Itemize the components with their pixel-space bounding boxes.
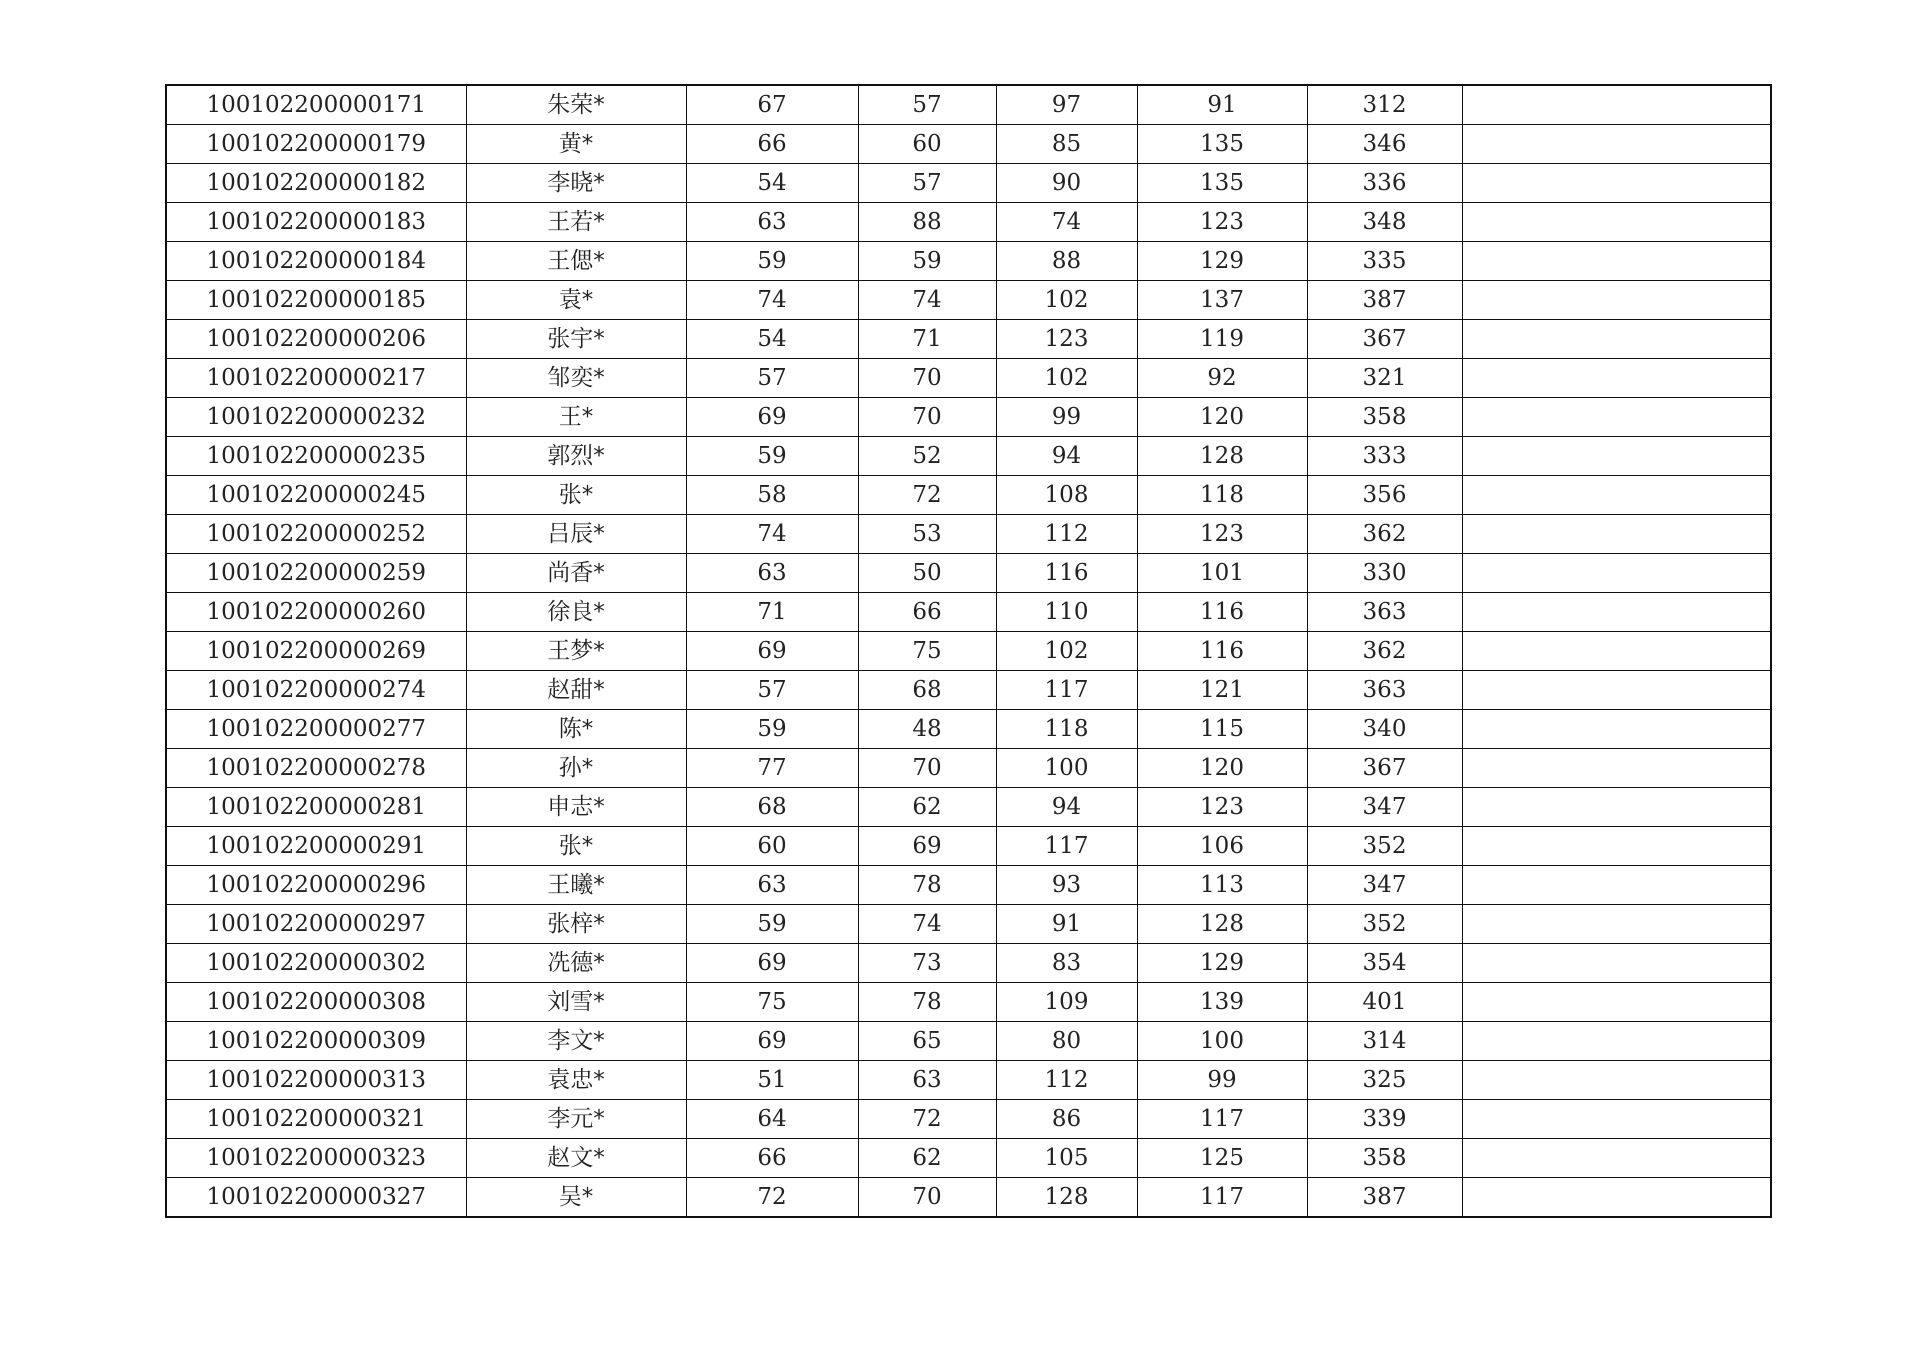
total-score-cell: 362 [1307, 632, 1462, 671]
score-3-cell: 80 [996, 1022, 1137, 1061]
score-1-cell: 59 [686, 905, 858, 944]
score-1-cell: 69 [686, 632, 858, 671]
table-row [166, 944, 1771, 983]
candidate-name-cell: 王* [466, 398, 686, 437]
candidate-id-cell: 100102200000309 [166, 1022, 466, 1061]
score-2-cell: 70 [858, 359, 996, 398]
score-2-cell: 59 [858, 242, 996, 281]
score-2-cell: 74 [858, 905, 996, 944]
total-score-cell: 354 [1307, 944, 1462, 983]
remarks-cell [1462, 164, 1771, 203]
candidate-name-cell: 王若* [466, 203, 686, 242]
table-row [166, 1178, 1771, 1218]
score-4-cell: 100 [1137, 1022, 1307, 1061]
score-2-cell: 69 [858, 827, 996, 866]
candidate-name-cell: 张* [466, 476, 686, 515]
score-4-cell: 135 [1137, 125, 1307, 164]
score-2-cell: 74 [858, 281, 996, 320]
candidate-name-cell: 尚香* [466, 554, 686, 593]
total-score-cell: 314 [1307, 1022, 1462, 1061]
candidate-id-cell: 100102200000278 [166, 749, 466, 788]
remarks-cell [1462, 749, 1771, 788]
remarks-cell [1462, 203, 1771, 242]
total-score-cell: 348 [1307, 203, 1462, 242]
score-3-cell: 128 [996, 1178, 1137, 1218]
score-2-cell: 70 [858, 1178, 996, 1218]
score-4-cell: 92 [1137, 359, 1307, 398]
score-2-cell: 63 [858, 1061, 996, 1100]
score-2-cell: 50 [858, 554, 996, 593]
table-row [166, 359, 1771, 398]
total-score-cell: 352 [1307, 827, 1462, 866]
score-4-cell: 106 [1137, 827, 1307, 866]
table-row [166, 125, 1771, 164]
remarks-cell [1462, 476, 1771, 515]
table-row [166, 281, 1771, 320]
candidate-id-cell: 100102200000232 [166, 398, 466, 437]
table-row [166, 164, 1771, 203]
total-score-cell: 333 [1307, 437, 1462, 476]
total-score-cell: 387 [1307, 1178, 1462, 1218]
score-4-cell: 120 [1137, 398, 1307, 437]
candidate-name-cell: 王偲* [466, 242, 686, 281]
remarks-cell [1462, 983, 1771, 1022]
remarks-cell [1462, 710, 1771, 749]
candidate-id-cell: 100102200000308 [166, 983, 466, 1022]
score-4-cell: 113 [1137, 866, 1307, 905]
remarks-cell [1462, 242, 1771, 281]
candidate-name-cell: 冼德* [466, 944, 686, 983]
score-1-cell: 72 [686, 1178, 858, 1218]
score-4-cell: 119 [1137, 320, 1307, 359]
score-2-cell: 72 [858, 1100, 996, 1139]
total-score-cell: 321 [1307, 359, 1462, 398]
total-score-cell: 387 [1307, 281, 1462, 320]
remarks-cell [1462, 1022, 1771, 1061]
score-2-cell: 57 [858, 164, 996, 203]
score-4-cell: 99 [1137, 1061, 1307, 1100]
candidate-id-cell: 100102200000183 [166, 203, 466, 242]
candidate-name-cell: 李文* [466, 1022, 686, 1061]
candidate-id-cell: 100102200000296 [166, 866, 466, 905]
candidate-name-cell: 徐良* [466, 593, 686, 632]
candidate-id-cell: 100102200000281 [166, 788, 466, 827]
table-row [166, 1139, 1771, 1178]
candidate-id-cell: 100102200000313 [166, 1061, 466, 1100]
table-row [166, 85, 1771, 125]
score-4-cell: 116 [1137, 593, 1307, 632]
score-1-cell: 59 [686, 437, 858, 476]
score-4-cell: 123 [1137, 515, 1307, 554]
score-3-cell: 86 [996, 1100, 1137, 1139]
score-4-cell: 116 [1137, 632, 1307, 671]
remarks-cell [1462, 437, 1771, 476]
candidate-name-cell: 孙* [466, 749, 686, 788]
table-row [166, 1061, 1771, 1100]
candidate-name-cell: 朱荣* [466, 85, 686, 125]
score-1-cell: 69 [686, 398, 858, 437]
score-1-cell: 57 [686, 359, 858, 398]
table-row [166, 632, 1771, 671]
candidate-id-cell: 100102200000179 [166, 125, 466, 164]
table-row [166, 242, 1771, 281]
score-1-cell: 51 [686, 1061, 858, 1100]
candidate-name-cell: 郭烈* [466, 437, 686, 476]
total-score-cell: 312 [1307, 85, 1462, 125]
table-row [166, 905, 1771, 944]
candidate-name-cell: 刘雪* [466, 983, 686, 1022]
score-2-cell: 48 [858, 710, 996, 749]
total-score-cell: 330 [1307, 554, 1462, 593]
candidate-name-cell: 王梦* [466, 632, 686, 671]
candidate-name-cell: 吕辰* [466, 515, 686, 554]
candidate-id-cell: 100102200000277 [166, 710, 466, 749]
score-4-cell: 123 [1137, 203, 1307, 242]
score-1-cell: 60 [686, 827, 858, 866]
table-row [166, 476, 1771, 515]
total-score-cell: 347 [1307, 866, 1462, 905]
remarks-cell [1462, 320, 1771, 359]
score-2-cell: 70 [858, 749, 996, 788]
score-3-cell: 102 [996, 632, 1137, 671]
remarks-cell [1462, 632, 1771, 671]
score-4-cell: 115 [1137, 710, 1307, 749]
remarks-cell [1462, 905, 1771, 944]
score-2-cell: 73 [858, 944, 996, 983]
score-3-cell: 93 [996, 866, 1137, 905]
table-row [166, 320, 1771, 359]
total-score-cell: 358 [1307, 398, 1462, 437]
total-score-cell: 363 [1307, 671, 1462, 710]
candidate-id-cell: 100102200000269 [166, 632, 466, 671]
score-3-cell: 110 [996, 593, 1137, 632]
candidate-id-cell: 100102200000217 [166, 359, 466, 398]
candidate-id-cell: 100102200000274 [166, 671, 466, 710]
table-row [166, 554, 1771, 593]
score-1-cell: 74 [686, 515, 858, 554]
remarks-cell [1462, 1139, 1771, 1178]
score-3-cell: 94 [996, 437, 1137, 476]
score-3-cell: 123 [996, 320, 1137, 359]
remarks-cell [1462, 788, 1771, 827]
candidate-id-cell: 100102200000323 [166, 1139, 466, 1178]
score-3-cell: 85 [996, 125, 1137, 164]
remarks-cell [1462, 359, 1771, 398]
remarks-cell [1462, 554, 1771, 593]
score-4-cell: 128 [1137, 905, 1307, 944]
candidate-id-cell: 100102200000259 [166, 554, 466, 593]
remarks-cell [1462, 593, 1771, 632]
score-2-cell: 52 [858, 437, 996, 476]
remarks-cell [1462, 85, 1771, 125]
candidate-name-cell: 邹奕* [466, 359, 686, 398]
score-3-cell: 112 [996, 515, 1137, 554]
score-3-cell: 90 [996, 164, 1137, 203]
table-row [166, 983, 1771, 1022]
candidate-id-cell: 100102200000321 [166, 1100, 466, 1139]
remarks-cell [1462, 827, 1771, 866]
candidate-id-cell: 100102200000182 [166, 164, 466, 203]
remarks-cell [1462, 671, 1771, 710]
score-3-cell: 117 [996, 671, 1137, 710]
total-score-cell: 352 [1307, 905, 1462, 944]
candidate-id-cell: 100102200000206 [166, 320, 466, 359]
score-1-cell: 54 [686, 164, 858, 203]
score-1-cell: 63 [686, 203, 858, 242]
candidate-id-cell: 100102200000235 [166, 437, 466, 476]
total-score-cell: 347 [1307, 788, 1462, 827]
candidate-name-cell: 李晓* [466, 164, 686, 203]
candidate-name-cell: 袁* [466, 281, 686, 320]
score-3-cell: 88 [996, 242, 1137, 281]
table-row [166, 749, 1771, 788]
score-3-cell: 97 [996, 85, 1137, 125]
score-3-cell: 99 [996, 398, 1137, 437]
score-1-cell: 75 [686, 983, 858, 1022]
table-row [166, 593, 1771, 632]
total-score-cell: 358 [1307, 1139, 1462, 1178]
score-4-cell: 128 [1137, 437, 1307, 476]
remarks-cell [1462, 944, 1771, 983]
score-3-cell: 94 [996, 788, 1137, 827]
score-1-cell: 59 [686, 242, 858, 281]
score-1-cell: 69 [686, 944, 858, 983]
score-1-cell: 66 [686, 125, 858, 164]
score-1-cell: 57 [686, 671, 858, 710]
score-4-cell: 120 [1137, 749, 1307, 788]
total-score-cell: 340 [1307, 710, 1462, 749]
score-3-cell: 100 [996, 749, 1137, 788]
score-2-cell: 62 [858, 788, 996, 827]
total-score-cell: 325 [1307, 1061, 1462, 1100]
table-row [166, 398, 1771, 437]
score-1-cell: 69 [686, 1022, 858, 1061]
score-4-cell: 117 [1137, 1178, 1307, 1218]
score-3-cell: 109 [996, 983, 1137, 1022]
candidate-id-cell: 100102200000297 [166, 905, 466, 944]
score-2-cell: 60 [858, 125, 996, 164]
remarks-cell [1462, 281, 1771, 320]
score-3-cell: 74 [996, 203, 1137, 242]
score-4-cell: 139 [1137, 983, 1307, 1022]
score-4-cell: 137 [1137, 281, 1307, 320]
candidate-id-cell: 100102200000327 [166, 1178, 466, 1218]
table-row [166, 1100, 1771, 1139]
score-1-cell: 77 [686, 749, 858, 788]
score-3-cell: 91 [996, 905, 1137, 944]
table-row [166, 827, 1771, 866]
candidate-name-cell: 张梓* [466, 905, 686, 944]
remarks-cell [1462, 1178, 1771, 1218]
score-2-cell: 78 [858, 983, 996, 1022]
remarks-cell [1462, 125, 1771, 164]
score-1-cell: 64 [686, 1100, 858, 1139]
score-3-cell: 83 [996, 944, 1137, 983]
score-2-cell: 62 [858, 1139, 996, 1178]
score-4-cell: 101 [1137, 554, 1307, 593]
remarks-cell [1462, 1061, 1771, 1100]
candidate-name-cell: 袁忠* [466, 1061, 686, 1100]
score-2-cell: 68 [858, 671, 996, 710]
score-3-cell: 102 [996, 281, 1137, 320]
score-1-cell: 54 [686, 320, 858, 359]
total-score-cell: 346 [1307, 125, 1462, 164]
remarks-cell [1462, 866, 1771, 905]
score-2-cell: 57 [858, 85, 996, 125]
candidate-id-cell: 100102200000260 [166, 593, 466, 632]
score-4-cell: 123 [1137, 788, 1307, 827]
score-2-cell: 71 [858, 320, 996, 359]
candidate-id-cell: 100102200000252 [166, 515, 466, 554]
remarks-cell [1462, 515, 1771, 554]
total-score-cell: 401 [1307, 983, 1462, 1022]
score-1-cell: 67 [686, 85, 858, 125]
score-4-cell: 91 [1137, 85, 1307, 125]
table-row [166, 788, 1771, 827]
candidate-id-cell: 100102200000184 [166, 242, 466, 281]
score-4-cell: 129 [1137, 944, 1307, 983]
score-4-cell: 117 [1137, 1100, 1307, 1139]
score-2-cell: 88 [858, 203, 996, 242]
candidate-name-cell: 李元* [466, 1100, 686, 1139]
score-1-cell: 63 [686, 554, 858, 593]
candidate-name-cell: 赵文* [466, 1139, 686, 1178]
total-score-cell: 336 [1307, 164, 1462, 203]
score-1-cell: 58 [686, 476, 858, 515]
candidate-name-cell: 吴* [466, 1178, 686, 1218]
candidate-name-cell: 申志* [466, 788, 686, 827]
candidate-name-cell: 张* [466, 827, 686, 866]
total-score-cell: 367 [1307, 749, 1462, 788]
candidate-id-cell: 100102200000291 [166, 827, 466, 866]
score-3-cell: 102 [996, 359, 1137, 398]
score-table-body [166, 85, 1771, 1217]
total-score-cell: 339 [1307, 1100, 1462, 1139]
score-1-cell: 66 [686, 1139, 858, 1178]
score-1-cell: 71 [686, 593, 858, 632]
score-4-cell: 121 [1137, 671, 1307, 710]
table-row [166, 710, 1771, 749]
candidate-id-cell: 100102200000245 [166, 476, 466, 515]
table-row [166, 203, 1771, 242]
score-2-cell: 53 [858, 515, 996, 554]
total-score-cell: 362 [1307, 515, 1462, 554]
score-3-cell: 116 [996, 554, 1137, 593]
score-4-cell: 118 [1137, 476, 1307, 515]
score-1-cell: 59 [686, 710, 858, 749]
score-1-cell: 63 [686, 866, 858, 905]
total-score-cell: 363 [1307, 593, 1462, 632]
remarks-cell [1462, 398, 1771, 437]
candidate-name-cell: 张宇* [466, 320, 686, 359]
total-score-cell: 356 [1307, 476, 1462, 515]
score-2-cell: 75 [858, 632, 996, 671]
score-2-cell: 65 [858, 1022, 996, 1061]
score-3-cell: 108 [996, 476, 1137, 515]
score-3-cell: 117 [996, 827, 1137, 866]
candidate-name-cell: 王曦* [466, 866, 686, 905]
table-row [166, 671, 1771, 710]
score-4-cell: 135 [1137, 164, 1307, 203]
candidate-id-cell: 100102200000302 [166, 944, 466, 983]
table-row [166, 866, 1771, 905]
score-4-cell: 129 [1137, 242, 1307, 281]
table-row [166, 1022, 1771, 1061]
total-score-cell: 335 [1307, 242, 1462, 281]
table-row [166, 437, 1771, 476]
score-3-cell: 118 [996, 710, 1137, 749]
table-row [166, 515, 1771, 554]
score-1-cell: 74 [686, 281, 858, 320]
score-3-cell: 105 [996, 1139, 1137, 1178]
score-3-cell: 112 [996, 1061, 1137, 1100]
candidate-name-cell: 黄* [466, 125, 686, 164]
score-2-cell: 66 [858, 593, 996, 632]
candidate-name-cell: 陈* [466, 710, 686, 749]
score-table [165, 84, 1772, 1218]
candidate-id-cell: 100102200000171 [166, 85, 466, 125]
score-2-cell: 70 [858, 398, 996, 437]
score-4-cell: 125 [1137, 1139, 1307, 1178]
score-2-cell: 72 [858, 476, 996, 515]
score-1-cell: 68 [686, 788, 858, 827]
total-score-cell: 367 [1307, 320, 1462, 359]
candidate-name-cell: 赵甜* [466, 671, 686, 710]
candidate-id-cell: 100102200000185 [166, 281, 466, 320]
remarks-cell [1462, 1100, 1771, 1139]
score-2-cell: 78 [858, 866, 996, 905]
